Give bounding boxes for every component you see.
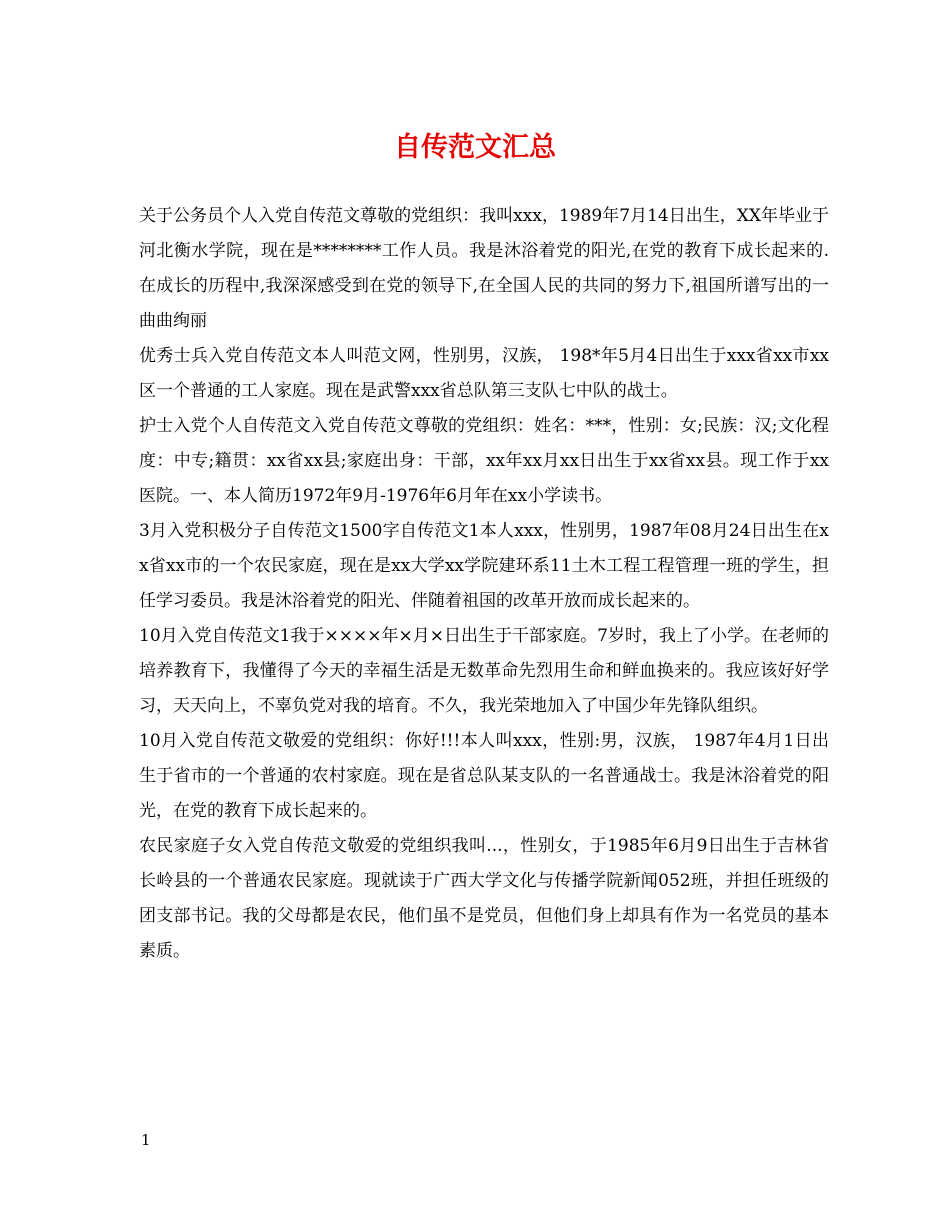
paragraph-5: 10月入党自传范文1我于××××年×月×日出生于干部家庭。7岁时，我上了小学。在老师的培养教育下，我懂得了今天的幸福生活是无数革命先烈用生命和鲜血换来的。我应该好好学习，天天向上，不辜负党对我的培育。不久，我光荣地加入了中国少年先锋队组织。 bbox=[139, 626, 829, 716]
page-number: 1 bbox=[141, 1131, 151, 1149]
paragraph-7: 农民家庭子女入党自传范文敬爱的党组织我叫...，性别女，于1985年6月9日出生于吉林省长岭县的一个普通农民家庭。现就读于广西大学文化与传播学院新闻052班，并担任班级的团支部书记。我的父母都是农民，他们虽不是党员，但他们身上却具有作为一名党员的基本素质。 bbox=[139, 836, 829, 961]
document-body bbox=[139, 199, 829, 969]
paragraph-4: 3月入党积极分子自传范文1500字自传范文1本人xxx，性别男，1987年08月24日出生在xx省xx市的一个农民家庭，现在是xx大学xx学院建环系11土木工程工程管理一班的学生，担任学习委员。我是沐浴着党的阳光、伴随着祖国的改革开放而成长起来的。 bbox=[139, 521, 829, 611]
paragraph-1: 关于公务员个人入党自传范文尊敬的党组织：我叫xxx，1989年7月14日出生，XX年毕业于河北衡水学院，现在是********工作人员。我是沐浴着党的阳光,在党的教育下成长起来的.在成长的历程中,我深深感受到在党的领导下,在全国人民的共同的努力下,祖国所谱写出的一曲曲绚丽 bbox=[139, 206, 829, 331]
document-title: 自传范文汇总 bbox=[394, 132, 556, 163]
paragraph-2: 优秀士兵入党自传范文本人叫范文网，性别男，汉族， 198*年5月4日出生于xxx省xx市xx区一个普通的工人家庭。现在是武警xxx省总队第三支队七中队的战士。 bbox=[139, 346, 829, 401]
paragraph-6: 10月入党自传范文敬爱的党组织：你好!!!本人叫xxx，性别:男，汉族， 1987年4月1日出生于省市的一个普通的农村家庭。现在是省总队某支队的一名普通战士。我是沐浴着党的阳光，在党的教育下成长起来的。 bbox=[139, 731, 829, 821]
paragraph-3: 护士入党个人自传范文入党自传范文尊敬的党组织：姓名：***，性别：女;民族：汉;文化程度：中专;籍贯：xx省xx县;家庭出身：干部，xx年xx月xx日出生于xx省xx县。现工作于xx医院。一、本人简历1972年9月-1976年6月年在xx小学读书。 bbox=[139, 416, 829, 506]
